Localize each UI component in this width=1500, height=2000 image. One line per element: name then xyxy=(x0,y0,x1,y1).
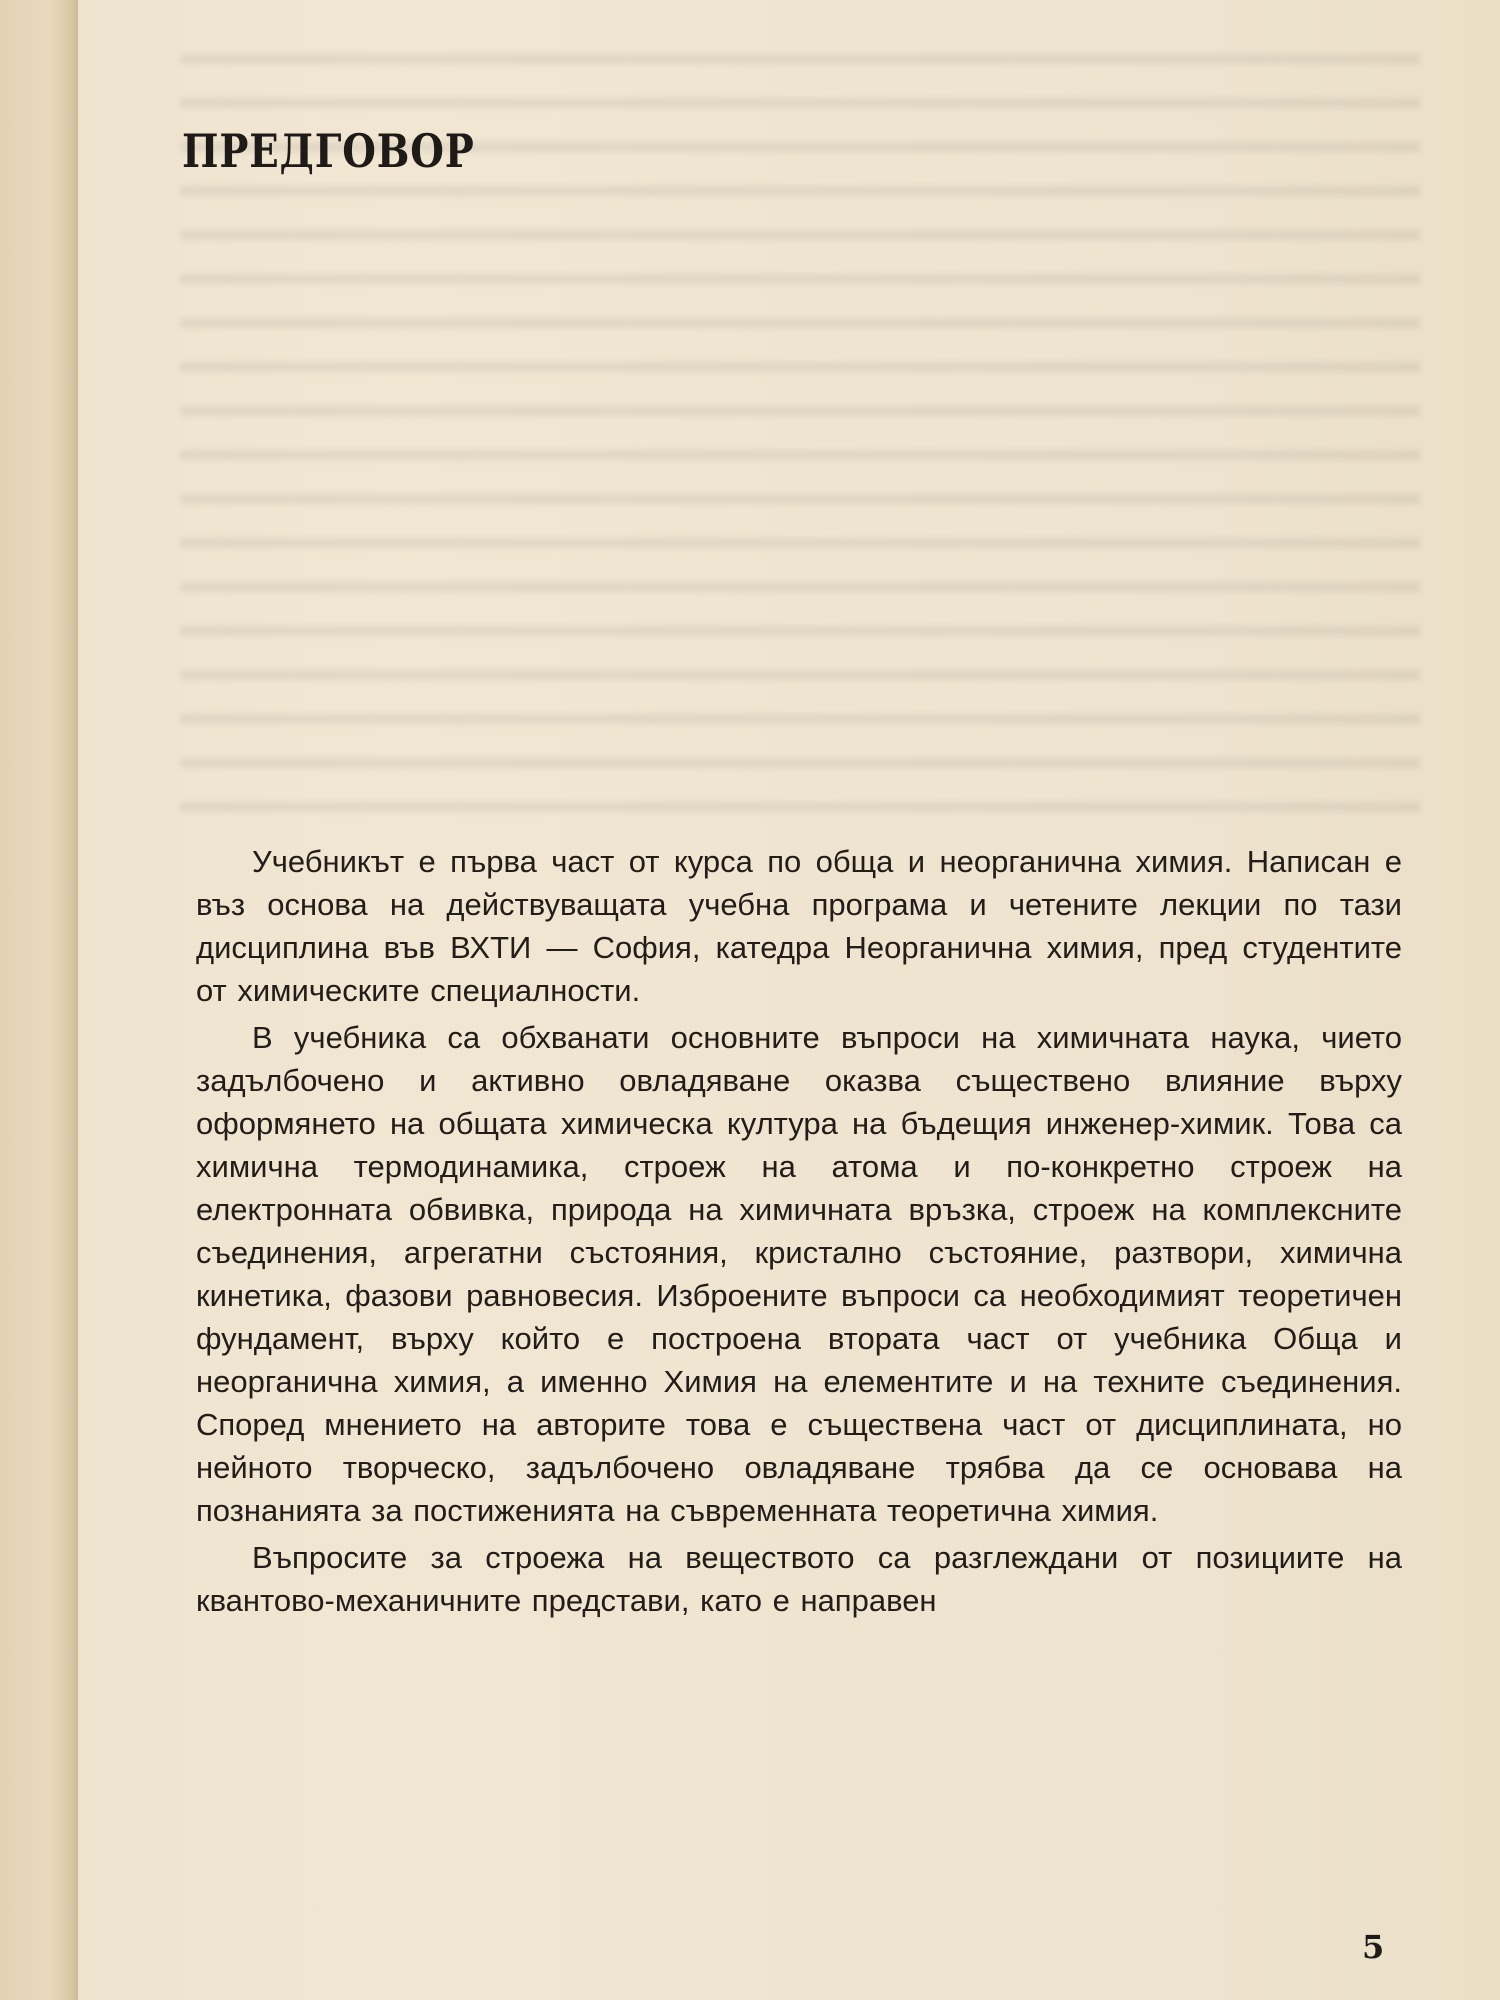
page-title: ПРЕДГОВОР xyxy=(182,124,475,178)
paragraph-1: Учебникът е първа част от курса по обща и неорганична химия. Написан е въз основа на действуващата учебна програма и четените лекции по тази дисциплина във ВХТИ — София, катедра Неорганична химия, пред студентите от химическите специалности. xyxy=(196,844,1402,1008)
paragraph-2: В учебника са обхванати основните въпроси на химичната наука, чието задълбочено и активно овладяване оказва съществено влияние върху оформянето на общата химическа култура на бъдещия инженер-химик. Това са химична термодинамика, строеж на атома и по-конкретно строеж на електронната обвивка, природа на химичната връзка, строеж на комплексните съединения, агрегатни състояния, кристално състояние, разтвори, химична кинетика, фазови равновесия. Изброените въпроси са необходимият теоретичен фундамент, върху който е построена втората част от учебника Обща и неорганична химия, а именно Химия на елементите и на техните съединения. Според мнението на авторите това е съществена част от дисциплината, но нейното творческо, задълбочено овладяване трябва да се основава на познанията за постиженията на съвременната теоретична химия. xyxy=(196,1020,1402,1528)
book-gutter xyxy=(0,0,78,2000)
body-text xyxy=(196,840,1402,1626)
paragraph-3: Въпросите за строежа на веществото са разглеждани от позициите на квантово-механичните представи, като е направен xyxy=(196,1540,1402,1618)
page-number: 5 xyxy=(1362,1928,1385,1966)
